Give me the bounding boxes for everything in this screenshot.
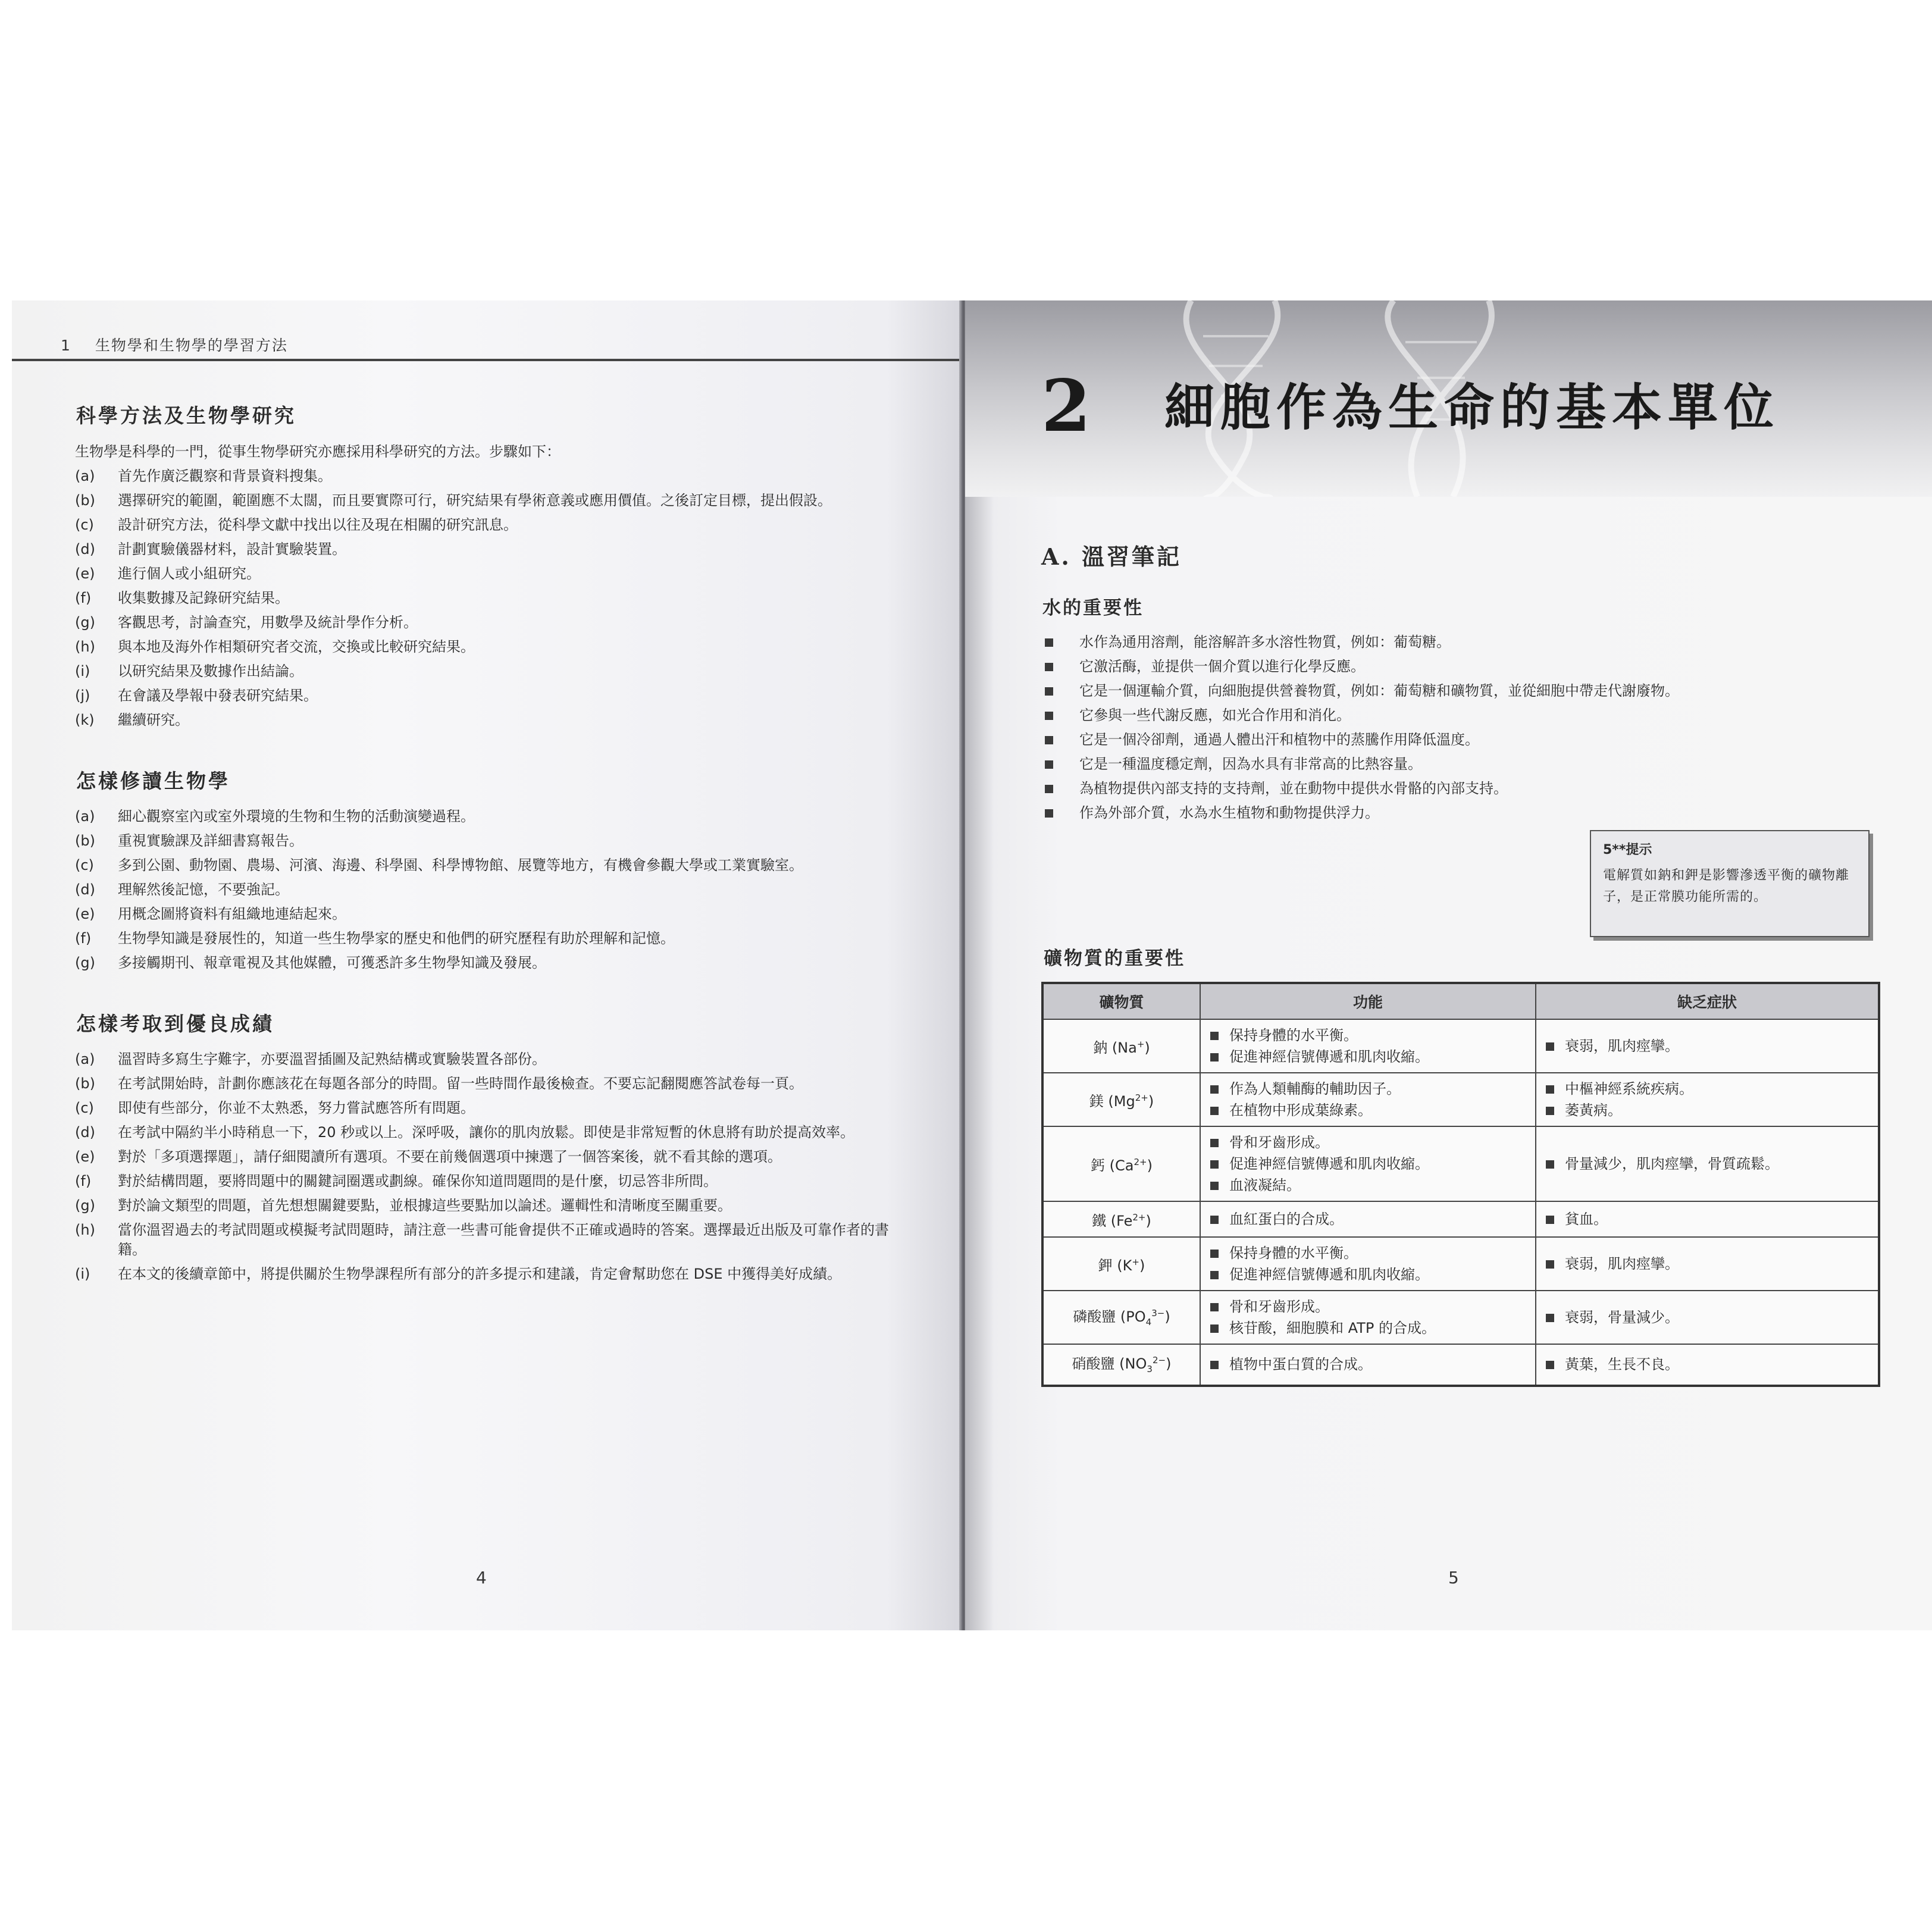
list-item-text: 首先作廣泛觀察和背景資料搜集。 <box>118 468 332 484</box>
right-page <box>965 300 1932 1630</box>
list-item-text: 計劃實驗儀器材料，設計實驗裝置。 <box>118 541 346 558</box>
mineral-charge: 2− <box>1152 1355 1166 1366</box>
list-item-text: 在會議及學報中發表研究結果。 <box>118 687 318 704</box>
function-cell <box>1200 1073 1536 1126</box>
mineral-charge: 2+ <box>1132 1212 1146 1223</box>
list-item-label: (b) <box>75 492 95 509</box>
function-text: 骨和牙齒形成。 <box>1229 1298 1329 1315</box>
deficiency-text: 骨量減少，肌肉痙攣，骨質疏鬆。 <box>1565 1156 1779 1172</box>
list-item-label: (e) <box>75 1148 95 1165</box>
list-item-text: 在考試中隔約半小時稍息一下，20 秒或以上。深呼吸，讓你的肌肉放鬆。即使是非常短暫的休息將有助於提高效率。 <box>118 1124 855 1141</box>
list-item-label: (g) <box>75 954 95 971</box>
square-bullet-icon <box>1210 1139 1219 1147</box>
bullet-text: 為植物提供內部支持的支持劑，並在動物中提供水骨骼的內部支持。 <box>1079 780 1508 797</box>
table-row <box>1042 1073 1879 1126</box>
bullet-text: 它參與一些代謝反應，如光合作用和消化。 <box>1079 707 1351 724</box>
list-item <box>64 1123 909 1142</box>
chapter-title: 細胞作為生命的基本單位 <box>1164 378 1780 437</box>
list-item-text: 當你溫習過去的考試問題或模擬考試問題時，請注意一些書可能會提供不正確或過時的答案。選擇最近出版及可靠作者的書籍。 <box>118 1222 889 1258</box>
list-item <box>64 1074 909 1094</box>
mineral-name: 鎂 (Mg <box>1089 1093 1135 1110</box>
deficiency-cell <box>1536 1201 1879 1237</box>
function-line <box>1210 1242 1526 1264</box>
function-line <box>1210 1354 1526 1375</box>
list-item-text: 進行個人或小組研究。 <box>118 565 261 582</box>
square-bullet-icon <box>1045 638 1053 647</box>
list-item-label: (d) <box>75 1124 95 1141</box>
list-item-label: (c) <box>75 1100 94 1116</box>
list-item-text: 用概念圖將資料有組織地連結起來。 <box>118 906 346 922</box>
square-bullet-icon <box>1546 1216 1554 1224</box>
square-bullet-icon <box>1210 1361 1219 1369</box>
water-bullet-list <box>1041 632 1886 823</box>
right-body <box>1041 538 1886 828</box>
list-item-label: (a) <box>75 468 95 484</box>
list-item-label: (i) <box>75 1266 90 1282</box>
list-item-label: (i) <box>75 663 90 680</box>
list-item <box>64 515 909 535</box>
deficiency-cell <box>1536 1126 1879 1201</box>
mineral-charge: 2+ <box>1135 1092 1148 1103</box>
list-item <box>64 1147 909 1167</box>
mineral-name-close: ) <box>1166 1355 1172 1372</box>
list-item-label: (d) <box>75 541 95 558</box>
list-item <box>64 588 909 608</box>
table-header-row <box>1042 983 1879 1019</box>
list-item <box>64 710 909 730</box>
list-item-label: (b) <box>75 832 95 849</box>
list-item-label: (h) <box>75 1222 95 1238</box>
bullet-item <box>1041 803 1886 823</box>
mineral-name-close: ) <box>1145 1213 1151 1229</box>
function-text: 在植物中形成葉綠素。 <box>1229 1102 1372 1119</box>
function-cell <box>1200 1201 1536 1237</box>
bullet-item <box>1041 754 1886 774</box>
mineral-name-cell <box>1042 1291 1200 1344</box>
list-item-label: (e) <box>75 906 95 922</box>
list-item <box>64 491 909 511</box>
list-item-label: (g) <box>75 614 95 631</box>
mineral-charge: 2+ <box>1133 1157 1147 1167</box>
list-item-text: 以研究結果及數據作出結論。 <box>118 663 303 680</box>
section-intro: 生物學是科學的一門，從事生物學研究亦應採用科學研究的方法。步驟如下： <box>75 443 561 460</box>
function-line <box>1210 1317 1526 1339</box>
list-item-text: 多接觸期刊、報章電視及其他媒體，可獲悉許多生物學知識及發展。 <box>118 954 546 971</box>
function-cell <box>1200 1237 1536 1291</box>
mineral-name-close: ) <box>1164 1308 1170 1325</box>
function-text: 核苷酸，細胞膜和 ATP 的合成。 <box>1229 1320 1436 1336</box>
deficiency-line <box>1546 1354 1868 1375</box>
mineral-name-close: ) <box>1148 1093 1154 1110</box>
bullet-text: 它激活酶，並提供一個介質以進行化學反應。 <box>1079 658 1365 675</box>
list-item-label: (c) <box>75 516 94 533</box>
square-bullet-icon <box>1210 1271 1219 1279</box>
list-item-label: (k) <box>75 712 95 728</box>
function-line <box>1210 1296 1526 1317</box>
table-row <box>1042 1126 1879 1201</box>
square-bullet-icon <box>1210 1324 1219 1333</box>
square-bullet-icon <box>1546 1085 1554 1094</box>
mineral-charge: + <box>1136 1039 1145 1050</box>
bullet-item <box>1041 681 1886 701</box>
deficiency-text: 中樞神經系統疾病。 <box>1565 1081 1693 1097</box>
function-text: 血紅蛋白的合成。 <box>1229 1211 1344 1228</box>
mineral-charge: + <box>1132 1257 1139 1267</box>
function-line <box>1210 1046 1526 1067</box>
list-item <box>64 662 909 681</box>
deficiency-cell <box>1536 1344 1879 1386</box>
square-bullet-icon <box>1045 687 1053 696</box>
page-number-right: 5 <box>1448 1568 1459 1587</box>
mineral-name: 硝酸鹽 (NO <box>1072 1355 1147 1372</box>
list-item-text: 細心觀察室內或室外環境的生物和生物的活動演變過程。 <box>118 808 475 825</box>
function-text: 作為人類輔酶的輔助因子。 <box>1229 1081 1401 1097</box>
table-row <box>1042 1019 1879 1073</box>
list-item <box>64 1264 909 1284</box>
square-bullet-icon <box>1045 663 1053 671</box>
deficiency-text: 黃葉，生長不良。 <box>1565 1356 1679 1373</box>
square-bullet-icon <box>1045 736 1053 744</box>
bullet-text: 它是一種溫度穩定劑，因為水具有非常高的比熱容量。 <box>1079 756 1422 772</box>
list-item <box>64 1196 909 1216</box>
bullet-text: 作為外部介質，水為水生植物和動物提供浮力。 <box>1079 804 1379 821</box>
square-bullet-icon <box>1045 809 1053 818</box>
list-item-text: 繼續研究。 <box>118 712 189 728</box>
square-bullet-icon <box>1045 760 1053 769</box>
mineral-subscript: 4 <box>1145 1316 1152 1327</box>
chapter-banner <box>965 300 1932 497</box>
list-item-text: 即使有些部分，你並不太熟悉，努力嘗試應答所有問題。 <box>118 1100 475 1116</box>
deficiency-line <box>1546 1035 1868 1057</box>
left-body <box>64 390 909 1289</box>
function-line <box>1210 1175 1526 1196</box>
water-heading: 水的重要性 <box>1042 597 1144 619</box>
list-item-label: (f) <box>75 1173 92 1189</box>
square-bullet-icon <box>1210 1053 1219 1061</box>
section-a-heading: A. 溫習筆記 <box>1041 543 1182 570</box>
bullet-item <box>1041 706 1886 725</box>
deficiency-text: 貧血。 <box>1565 1211 1608 1228</box>
table-row <box>1042 1201 1879 1237</box>
mineral-name-cell <box>1042 1237 1200 1291</box>
square-bullet-icon <box>1210 1085 1219 1094</box>
list-item <box>64 807 909 826</box>
list-item <box>64 466 909 486</box>
square-bullet-icon <box>1210 1250 1219 1258</box>
list-item-text: 溫習時多寫生字難字，亦要溫習插圖及記熟結構或實驗裝置各部份。 <box>118 1051 546 1067</box>
mineral-name-close: ) <box>1139 1257 1145 1274</box>
list-item-text: 對於論文類型的問題，首先想想關鍵要點，並根據這些要點加以論述。邏輯性和清晰度至關重要。 <box>118 1197 732 1214</box>
list-item <box>64 929 909 948</box>
function-text: 促進神經信號傳遞和肌肉收縮。 <box>1229 1156 1429 1172</box>
deficiency-line <box>1546 1253 1868 1275</box>
list-item-text: 重視實驗課及詳細書寫報告。 <box>118 832 303 849</box>
function-line <box>1210 1078 1526 1100</box>
list-item <box>64 1172 909 1191</box>
list-item-label: (d) <box>75 881 95 898</box>
list-item-label: (j) <box>75 687 90 704</box>
square-bullet-icon <box>1546 1042 1554 1051</box>
section-gap <box>64 978 909 998</box>
deficiency-text: 衰弱，骨量減少。 <box>1565 1309 1679 1326</box>
deficiency-cell <box>1536 1073 1879 1126</box>
list-item-label: (f) <box>75 930 92 947</box>
function-cell <box>1200 1019 1536 1073</box>
mineral-name: 鉀 (K <box>1098 1257 1132 1274</box>
list-item <box>64 540 909 559</box>
bullet-item <box>1041 632 1886 652</box>
list-item <box>64 1098 909 1118</box>
mineral-name-cell <box>1042 1201 1200 1237</box>
bullet-item <box>1041 779 1886 799</box>
list-item-text: 對於「多項選擇題」，請仔細閱讀所有選項。不要在前幾個選項中揀選了一個答案後，就不看其餘的選項。 <box>118 1148 782 1165</box>
square-bullet-icon <box>1210 1216 1219 1224</box>
col-header-deficiency: 缺乏症狀 <box>1536 983 1879 1019</box>
list-item <box>64 564 909 584</box>
section-heading: 怎樣考取到優良成績 <box>76 1012 274 1035</box>
chapter-number: 2 <box>1041 364 1091 448</box>
table-row <box>1042 1344 1879 1386</box>
square-bullet-icon <box>1546 1160 1554 1169</box>
list-item-text: 選擇研究的範圍，範圍應不太闊，而且要實際可行，研究結果有學術意義或應用價值。之後訂定目標，提出假設。 <box>118 492 832 509</box>
function-text: 植物中蛋白質的合成。 <box>1229 1356 1372 1373</box>
section-heading: 科學方法及生物學研究 <box>76 404 296 427</box>
minerals-table <box>1041 982 1880 1387</box>
list-item-text: 客觀思考，討論查究，用數學及統計學作分析。 <box>118 614 418 631</box>
col-header-mineral: 礦物質 <box>1042 983 1200 1019</box>
deficiency-cell <box>1536 1019 1879 1073</box>
function-cell <box>1200 1291 1536 1344</box>
col-header-function: 功能 <box>1200 983 1536 1019</box>
list-item <box>64 1050 909 1069</box>
deficiency-cell <box>1536 1237 1879 1291</box>
bullet-text: 它是一個冷卻劑，通過人體出汗和植物中的蒸騰作用降低溫度。 <box>1079 731 1479 748</box>
square-bullet-icon <box>1210 1107 1219 1115</box>
function-text: 保持身體的水平衡。 <box>1229 1245 1358 1261</box>
running-head-chapter-number: 1 <box>61 337 71 354</box>
square-bullet-icon <box>1210 1303 1219 1311</box>
tip-title: 5**提示 <box>1603 843 1652 857</box>
list-item-text: 與本地及海外作相類研究者交流，交換或比較研究結果。 <box>118 638 475 655</box>
list-item-label: (a) <box>75 1051 95 1067</box>
square-bullet-icon <box>1546 1314 1554 1322</box>
table-row <box>1042 1291 1879 1344</box>
deficiency-line <box>1546 1307 1868 1328</box>
mineral-name: 鈉 (Na <box>1093 1039 1137 1056</box>
function-cell <box>1200 1126 1536 1201</box>
table-row <box>1042 1237 1879 1291</box>
tip-box <box>1590 830 1870 937</box>
mineral-name-cell <box>1042 1019 1200 1073</box>
deficiency-cell <box>1536 1291 1879 1344</box>
list-item-text: 理解然後記憶，不要強記。 <box>118 881 289 898</box>
function-line <box>1210 1132 1526 1153</box>
function-line <box>1210 1100 1526 1121</box>
list-item <box>64 856 909 875</box>
mineral-subscript: 3 <box>1147 1363 1153 1374</box>
list-item-label: (h) <box>75 638 95 655</box>
function-line <box>1210 1208 1526 1230</box>
square-bullet-icon <box>1210 1182 1219 1190</box>
list-item-label: (g) <box>75 1197 95 1214</box>
function-text: 保持身體的水平衡。 <box>1229 1027 1358 1044</box>
function-text: 骨和牙齒形成。 <box>1229 1134 1329 1151</box>
deficiency-line <box>1546 1153 1868 1175</box>
bullet-item <box>1041 730 1886 750</box>
list-item <box>64 880 909 900</box>
mineral-name-cell <box>1042 1126 1200 1201</box>
square-bullet-icon <box>1546 1260 1554 1269</box>
list-item-label: (a) <box>75 808 95 825</box>
square-bullet-icon <box>1546 1107 1554 1115</box>
square-bullet-icon <box>1045 712 1053 720</box>
square-bullet-icon <box>1210 1160 1219 1169</box>
list-item-text: 在考試開始時，計劃你應該花在每題各部分的時間。留一些時間作最後檢查。不要忘記翻閱應答試卷每一頁。 <box>118 1075 803 1092</box>
list-item-text: 對於結構問題，要將問題中的關鍵詞圈選或劃線。確保你知道問題問的是什麼，切忌答非所問。 <box>118 1173 718 1189</box>
list-item <box>64 953 909 973</box>
list-item-label: (b) <box>75 1075 95 1092</box>
mineral-name: 鈣 (Ca <box>1091 1157 1134 1174</box>
list-item-text: 設計研究方法，從科學文獻中找出以往及現在相關的研究訊息。 <box>118 516 518 533</box>
square-bullet-icon <box>1210 1032 1219 1040</box>
list-item <box>64 686 909 706</box>
function-line <box>1210 1025 1526 1046</box>
list-item <box>64 613 909 632</box>
running-head <box>61 334 288 355</box>
deficiency-line <box>1546 1208 1868 1230</box>
function-text: 促進神經信號傳遞和肌肉收縮。 <box>1229 1266 1429 1283</box>
list-item-label: (c) <box>75 857 94 873</box>
list-item-text: 在本文的後續章節中，將提供關於生物學課程所有部分的許多提示和建議，肯定會幫助您在 DSE 中獲得美好成績。 <box>118 1266 842 1282</box>
list-item <box>64 831 909 851</box>
deficiency-text: 衰弱，肌肉痙攣。 <box>1565 1038 1679 1054</box>
mineral-name-close: ) <box>1147 1157 1153 1174</box>
section-heading: 怎樣修讀生物學 <box>76 769 230 793</box>
mineral-charge: 3− <box>1151 1307 1165 1319</box>
function-line <box>1210 1153 1526 1175</box>
function-cell <box>1200 1344 1536 1386</box>
tip-text: 電解質如鈉和鉀是影響滲透平衡的礦物離子，是正常膜功能所需的。 <box>1603 868 1850 904</box>
mineral-name: 鐵 (Fe <box>1092 1213 1133 1229</box>
mineral-name-cell <box>1042 1073 1200 1126</box>
bullet-text: 水作為通用溶劑，能溶解許多水溶性物質，例如：葡萄糖。 <box>1079 634 1451 650</box>
mineral-name: 磷酸鹽 (PO <box>1073 1308 1146 1325</box>
minerals-heading: 礦物質的重要性 <box>1044 948 1185 969</box>
section-gap <box>64 735 909 755</box>
page-number-left: 4 <box>476 1568 487 1587</box>
list-item <box>64 1220 909 1260</box>
square-bullet-icon <box>1546 1361 1554 1369</box>
bullet-text: 它是一個運輸介質，向細胞提供營養物質，例如：葡萄糖和礦物質，並從細胞中帶走代謝廢物。 <box>1079 682 1679 699</box>
mineral-name-close: ) <box>1144 1039 1150 1056</box>
list-item <box>64 637 909 657</box>
list-item <box>64 904 909 924</box>
function-line <box>1210 1264 1526 1285</box>
deficiency-line <box>1546 1100 1868 1121</box>
square-bullet-icon <box>1045 785 1053 793</box>
deficiency-text: 萎黃病。 <box>1565 1102 1622 1119</box>
function-text: 血液凝結。 <box>1229 1177 1301 1194</box>
list-item-text: 收集數據及記錄研究結果。 <box>118 590 289 606</box>
function-text: 促進神經信號傳遞和肌肉收縮。 <box>1229 1048 1429 1065</box>
mineral-name-cell <box>1042 1344 1200 1386</box>
header-rule <box>12 359 963 361</box>
list-item-text: 生物學知識是發展性的，知道一些生物學家的歷史和他們的研究歷程有助於理解和記憶。 <box>118 930 675 947</box>
left-page <box>12 300 963 1630</box>
deficiency-text: 衰弱，肌肉痙攣。 <box>1565 1255 1679 1272</box>
list-item-text: 多到公園、動物園、農場、河濱、海邊、科學園、科學博物館、展覽等地方，有機會參觀大學或工業實驗室。 <box>118 857 803 873</box>
list-item-label: (e) <box>75 565 95 582</box>
list-item-label: (f) <box>75 590 92 606</box>
bullet-item <box>1041 657 1886 677</box>
deficiency-line <box>1546 1078 1868 1100</box>
running-head-title: 生物學和生物學的學習方法 <box>95 337 288 354</box>
